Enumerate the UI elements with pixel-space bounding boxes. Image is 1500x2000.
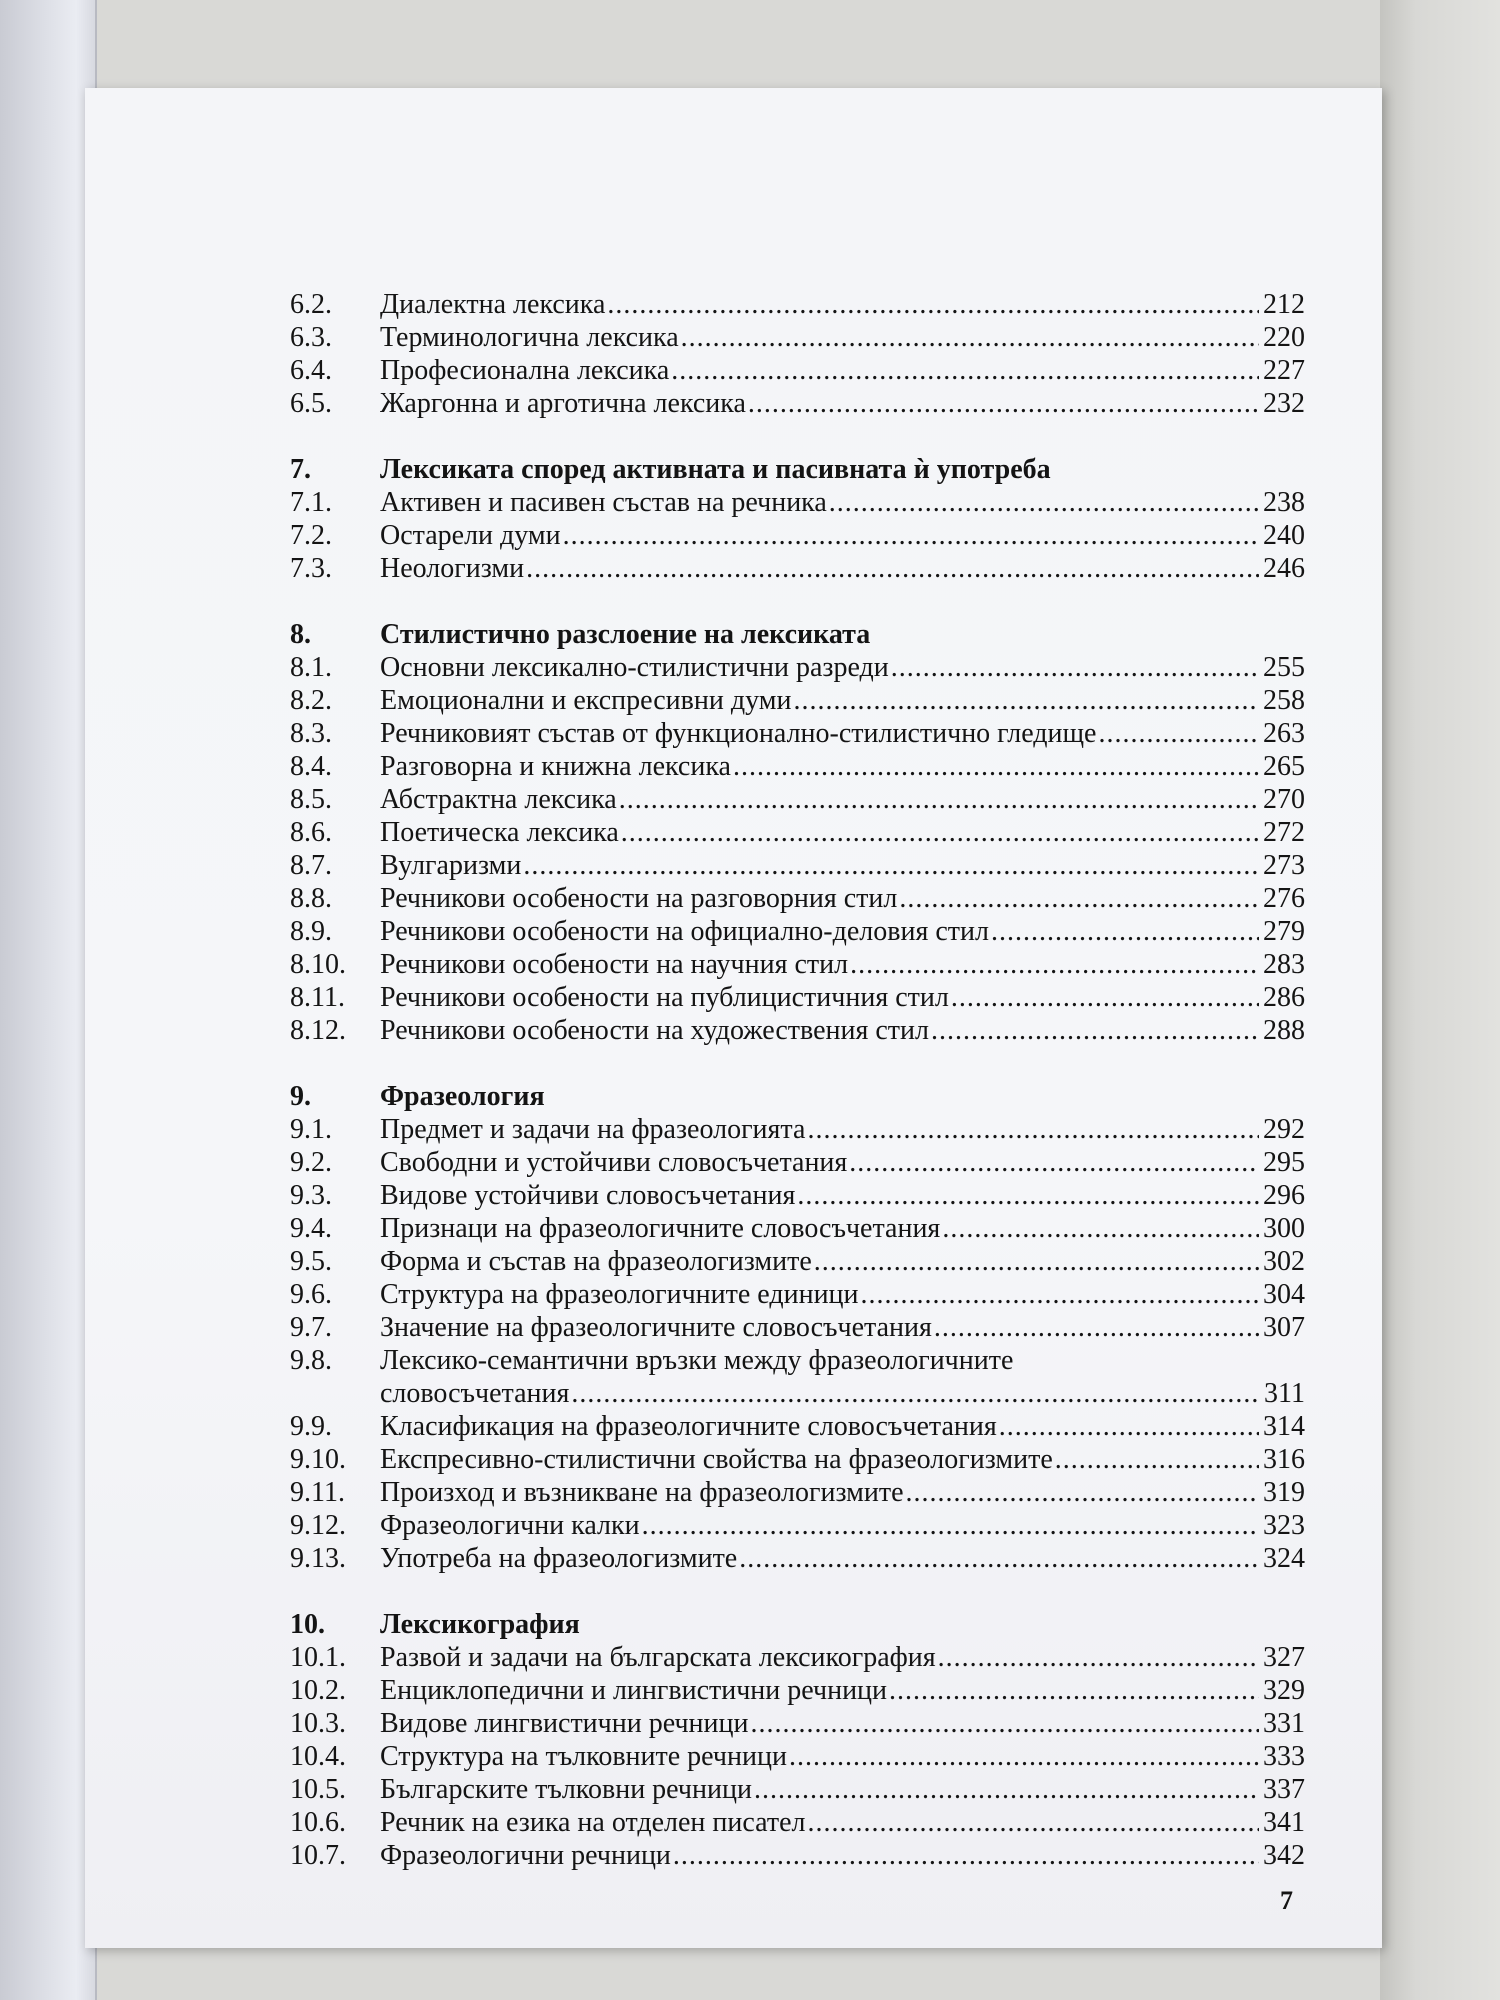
toc-section-heading-10: [290, 1608, 1305, 1641]
toc-entry-title: Абстрактна лексика: [380, 784, 617, 815]
toc-entry-page: 212: [1263, 289, 1305, 320]
toc-leader-dots: [899, 882, 1259, 915]
toc-entry-title: Професионална лексика: [380, 355, 670, 386]
toc-entry-number: 8.9.: [290, 916, 332, 947]
toc-entry-page: 240: [1263, 520, 1305, 551]
toc-entry-number: 9.8.: [290, 1345, 332, 1376]
toc-entry-6-4: [290, 354, 1305, 387]
toc-leader-dots: [733, 750, 1259, 783]
toc-entry-page: 279: [1263, 916, 1305, 947]
toc-leader-dots: [934, 1311, 1259, 1344]
toc-entry-number: 9.10.: [290, 1444, 346, 1475]
section-number: 10.: [290, 1609, 325, 1640]
toc-entry-number: 9.3.: [290, 1180, 332, 1211]
toc-entry-page: 220: [1263, 322, 1305, 353]
toc-entry-title: Фразеологични калки: [380, 1510, 640, 1541]
toc-entry-title: Емоционални и експресивни думи: [380, 685, 792, 716]
toc-entry-number: 7.3.: [290, 553, 332, 584]
toc-entry-page: 304: [1263, 1279, 1305, 1310]
toc-entry-number: 9.11.: [290, 1477, 345, 1508]
toc-entry-8-6: [290, 816, 1305, 849]
toc-entry-number: 10.5.: [290, 1774, 346, 1805]
toc-leader-dots: [942, 1212, 1259, 1245]
toc-entry-title: Развой и задачи на българската лексикография: [380, 1642, 936, 1673]
toc-entry-page: 283: [1263, 949, 1305, 980]
toc-leader-dots: [789, 1740, 1259, 1773]
section-number: 9.: [290, 1081, 311, 1112]
toc-entry-page: 337: [1263, 1774, 1305, 1805]
toc-entry-title: Разговорна и книжна лексика: [380, 751, 731, 782]
toc-entry-page: 323: [1263, 1510, 1305, 1541]
section-number: 7.: [290, 454, 311, 485]
toc-entry-title: Основни лексикално-стилистични разреди: [380, 652, 889, 683]
toc-entry-6-3: [290, 321, 1305, 354]
toc-entry-8-10: [290, 948, 1305, 981]
toc-entry-page: 270: [1263, 784, 1305, 815]
page-number: 7: [1280, 1886, 1293, 1915]
toc-entry-9-5: [290, 1245, 1305, 1278]
toc-leader-dots: [889, 1674, 1259, 1707]
toc-entry-number: 7.1.: [290, 487, 332, 518]
toc-entry-title: Речник на езика на отделен писател: [380, 1807, 806, 1838]
toc-leader-dots: [938, 1641, 1259, 1674]
toc-entry-number: 8.10.: [290, 949, 346, 980]
toc-entry-10-5: [290, 1773, 1305, 1806]
book-page: [85, 88, 1382, 1948]
toc-entry-number: 8.5.: [290, 784, 332, 815]
toc-leader-dots: [814, 1245, 1259, 1278]
toc-entry-page: 232: [1263, 388, 1305, 419]
toc-entry-page: 272: [1263, 817, 1305, 848]
toc-entry-page: 295: [1263, 1147, 1305, 1178]
toc-entry-title: Значение на фразеологичните словосъчетания: [380, 1312, 932, 1343]
toc-leader-dots: [793, 684, 1259, 717]
toc-entry-number: 10.7.: [290, 1840, 346, 1871]
toc-entry-9-13: [290, 1542, 1305, 1575]
toc-entry-title: Класификация на фразеологичните словосъчетания: [380, 1411, 997, 1442]
toc-entry-title: Видове устойчиви словосъчетания: [380, 1180, 796, 1211]
toc-entry-page: 238: [1263, 487, 1305, 518]
toc-entry-page: 307: [1263, 1312, 1305, 1343]
toc-entry-number: 10.6.: [290, 1807, 346, 1838]
toc-entry-number: 9.5.: [290, 1246, 332, 1277]
section-title: Стилистично разслоение на лексиката: [380, 619, 871, 650]
toc-entry-title: Произход и възникване на фразеологизмите: [380, 1477, 904, 1508]
toc-entry-number: 6.3.: [290, 322, 332, 353]
toc-entry-number: 9.6.: [290, 1279, 332, 1310]
toc-leader-dots: [673, 1839, 1259, 1872]
toc-entry-9-4: [290, 1212, 1305, 1245]
toc-entry-9-12: [290, 1509, 1305, 1542]
toc-entry-title: Речникови особености на разговорния стил: [380, 883, 898, 914]
toc-entry-title: Речникови особености на публицистичния стил: [380, 982, 949, 1013]
toc-leader-dots: [754, 1773, 1259, 1806]
toc-leader-dots: [951, 981, 1259, 1014]
toc-entry-number: 8.4.: [290, 751, 332, 782]
toc-entry-title: Енциклопедични и лингвистични речници: [380, 1675, 888, 1706]
toc-entry-title: Форма и състав на фразеологизмите: [380, 1246, 812, 1277]
toc-entry-number: 8.11.: [290, 982, 345, 1013]
toc-entry-title-continued: словосъчетания: [380, 1378, 570, 1409]
toc-entry-number: 10.1.: [290, 1642, 346, 1673]
toc-entry-10-2: [290, 1674, 1305, 1707]
toc-entry-9-7: [290, 1311, 1305, 1344]
toc-entry-page: 324: [1263, 1543, 1305, 1574]
toc-leader-dots: [850, 948, 1259, 981]
toc-leader-dots: [642, 1509, 1259, 1542]
background-surface: [1380, 0, 1500, 2000]
toc-leader-dots: [1055, 1443, 1259, 1476]
toc-entry-8-7: [290, 849, 1305, 882]
toc-leader-dots: [739, 1542, 1259, 1575]
toc-entry-number: 7.2.: [290, 520, 332, 551]
toc-entry-number: 8.1.: [290, 652, 332, 683]
toc-entry-page: 286: [1263, 982, 1305, 1013]
toc-entry-title: Признаци на фразеологичните словосъчетания: [380, 1213, 941, 1244]
section-number: 8.: [290, 619, 311, 650]
toc-entry-10-7: [290, 1839, 1305, 1872]
toc-entry-title: Терминологична лексика: [380, 322, 679, 353]
toc-section-heading-8: [290, 618, 1305, 651]
toc-entry-9-10: [290, 1443, 1305, 1476]
toc-entry-10-6: [290, 1806, 1305, 1839]
toc-entry-8-4: [290, 750, 1305, 783]
toc-entry-6-2: [290, 288, 1305, 321]
toc-entry-number: 8.3.: [290, 718, 332, 749]
toc-entry-8-8: [290, 882, 1305, 915]
toc-entry-page: 296: [1263, 1180, 1305, 1211]
toc-entry-9-3: [290, 1179, 1305, 1212]
toc-leader-dots: [671, 354, 1259, 387]
toc-entry-9-11: [290, 1476, 1305, 1509]
toc-entry-8-9: [290, 915, 1305, 948]
toc-leader-dots: [748, 387, 1259, 420]
section-title: Фразеология: [380, 1081, 545, 1112]
toc-entry-number: 8.2.: [290, 685, 332, 716]
toc-leader-dots: [829, 486, 1259, 519]
toc-entry-page: 300: [1263, 1213, 1305, 1244]
toc-entry-title: Видове лингвистични речници: [380, 1708, 749, 1739]
toc-entry-number: 9.12.: [290, 1510, 346, 1541]
toc-leader-dots: [621, 816, 1259, 849]
toc-entry-8-5: [290, 783, 1305, 816]
toc-leader-dots: [991, 915, 1259, 948]
toc-entry-9-9: [290, 1410, 1305, 1443]
toc-entry-number: 9.9.: [290, 1411, 332, 1442]
toc-entry-page: 327: [1263, 1642, 1305, 1673]
toc-entry-page: 341: [1263, 1807, 1305, 1838]
toc-entry-page: 311: [1264, 1378, 1305, 1409]
toc-entry-10-4: [290, 1740, 1305, 1773]
toc-entry-page: 258: [1263, 685, 1305, 716]
toc-entry-title: Речниковият състав от функционално-стилистично гледище: [380, 718, 1097, 749]
toc-section-heading-9: [290, 1080, 1305, 1113]
toc-section-6: [290, 288, 1305, 420]
toc-entry-number: 8.7.: [290, 850, 332, 881]
toc-entry-title: Активен и пасивен състав на речника: [380, 487, 827, 518]
toc-entry-title: Употреба на фразеологизмите: [380, 1543, 738, 1574]
toc-leader-dots: [523, 849, 1259, 882]
toc-entry-9-6: [290, 1278, 1305, 1311]
toc-entry-9-1: [290, 1113, 1305, 1146]
toc-entry-number: 9.13.: [290, 1543, 346, 1574]
toc-entry-title: Диалектна лексика: [380, 289, 606, 320]
toc-entry-10-1: [290, 1641, 1305, 1674]
toc-entry-number: 9.2.: [290, 1147, 332, 1178]
toc-entry-number: 8.12.: [290, 1015, 346, 1046]
toc-leader-dots: [563, 519, 1259, 552]
toc-entry-number: 9.1.: [290, 1114, 332, 1145]
toc-entry-title: Структура на тълковните речници: [380, 1741, 787, 1772]
toc-entry-8-12: [290, 1014, 1305, 1047]
toc-entry-7-3: [290, 552, 1305, 585]
toc-leader-dots: [931, 1014, 1259, 1047]
toc-entry-title: Речникови особености на научния стил: [380, 949, 849, 980]
toc-entry-7-2: [290, 519, 1305, 552]
toc-leader-dots: [807, 1113, 1259, 1146]
toc-entry-title: Българските тълковни речници: [380, 1774, 752, 1805]
toc-entry-7-1: [290, 486, 1305, 519]
table-of-contents: [290, 288, 1305, 1872]
toc-entry-title: Предмет и задачи на фразеологията: [380, 1114, 806, 1145]
toc-entry-page: 255: [1263, 652, 1305, 683]
toc-leader-dots: [750, 1707, 1259, 1740]
toc-entry-page: 331: [1263, 1708, 1305, 1739]
toc-entry-page: 302: [1263, 1246, 1305, 1277]
toc-entry-title: Жаргонна и арготична лексика: [380, 388, 746, 419]
toc-entry-9-2: [290, 1146, 1305, 1179]
toc-entry-title: Речникови особености на официално-деловия стил: [380, 916, 989, 947]
toc-entry-page: 342: [1263, 1840, 1305, 1871]
toc-entry-page: 333: [1263, 1741, 1305, 1772]
toc-leader-dots: [1099, 717, 1260, 750]
toc-entry-page: 265: [1263, 751, 1305, 782]
toc-entry-page: 292: [1263, 1114, 1305, 1145]
toc-entry-10-3: [290, 1707, 1305, 1740]
toc-leader-dots: [681, 321, 1259, 354]
toc-leader-dots: [797, 1179, 1259, 1212]
toc-entry-number: 9.7.: [290, 1312, 332, 1343]
toc-leader-dots: [526, 552, 1259, 585]
toc-entry-title: Вулгаризми: [380, 850, 522, 881]
toc-entry-9-8: [290, 1344, 1305, 1377]
toc-leader-dots: [571, 1377, 1259, 1410]
toc-entry-number: 9.4.: [290, 1213, 332, 1244]
toc-entry-number: 10.2.: [290, 1675, 346, 1706]
toc-entry-page: 319: [1263, 1477, 1305, 1508]
toc-entry-page: 246: [1263, 553, 1305, 584]
toc-entry-page: 263: [1263, 718, 1305, 749]
toc-entry-8-3: [290, 717, 1305, 750]
toc-entry-title: Лексико-семантични връзки между фразеологичните: [380, 1345, 1014, 1376]
toc-entry-title: Структура на фразеологичните единици: [380, 1279, 859, 1310]
toc-entry-title: Остарели думи: [380, 520, 561, 551]
toc-entry-8-2: [290, 684, 1305, 717]
toc-entry-title: Свободни и устойчиви словосъчетания: [380, 1147, 848, 1178]
left-page-edge: [0, 0, 97, 2000]
toc-entry-page: 227: [1263, 355, 1305, 386]
toc-leader-dots: [619, 783, 1259, 816]
toc-entry-8-11: [290, 981, 1305, 1014]
toc-entry-page: 329: [1263, 1675, 1305, 1706]
toc-entry-page: 273: [1263, 850, 1305, 881]
toc-leader-dots: [849, 1146, 1259, 1179]
toc-leader-dots: [999, 1410, 1259, 1443]
toc-leader-dots: [891, 651, 1259, 684]
toc-leader-dots: [906, 1476, 1259, 1509]
toc-entry-page: 288: [1263, 1015, 1305, 1046]
toc-entry-number: 6.5.: [290, 388, 332, 419]
toc-entry-page: 314: [1263, 1411, 1305, 1442]
toc-entry-number: 8.8.: [290, 883, 332, 914]
toc-entry-title: Неологизми: [380, 553, 525, 584]
toc-entry-page: 276: [1263, 883, 1305, 914]
toc-entry-title: Поетическа лексика: [380, 817, 619, 848]
toc-entry-title: Експресивно-стилистични свойства на фразеологизмите: [380, 1444, 1053, 1475]
toc-entry-number: 8.6.: [290, 817, 332, 848]
toc-entry-title: Речникови особености на художествения стил: [380, 1015, 929, 1046]
toc-entry-number: 6.4.: [290, 355, 332, 386]
toc-entry-page: 316: [1263, 1444, 1305, 1475]
toc-leader-dots: [861, 1278, 1259, 1311]
section-title: Лексикография: [380, 1609, 580, 1640]
toc-entry-number: 6.2.: [290, 289, 332, 320]
toc-entry-number: 10.4.: [290, 1741, 346, 1772]
toc-leader-dots: [607, 288, 1259, 321]
toc-section-heading-7: [290, 453, 1305, 486]
toc-entry-title: Фразеологични речници: [380, 1840, 671, 1871]
toc-entry-9-8-continued: [290, 1377, 1305, 1410]
toc-entry-number: 10.3.: [290, 1708, 346, 1739]
section-title: Лексиката според активната и пасивната ѝ употреба: [380, 454, 1051, 485]
toc-entry-6-5: [290, 387, 1305, 420]
toc-entry-8-1: [290, 651, 1305, 684]
toc-leader-dots: [807, 1806, 1259, 1839]
